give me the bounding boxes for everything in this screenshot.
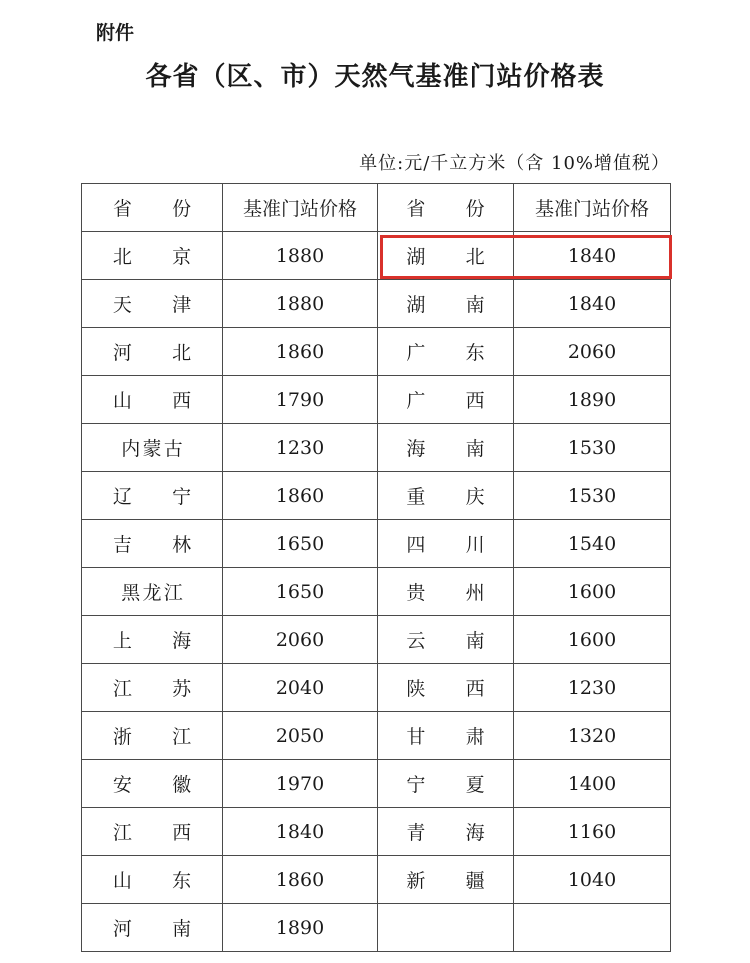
table-row xyxy=(82,808,671,856)
price-left-cell: 1230 xyxy=(223,424,378,472)
province-left-cell: 江 西 xyxy=(82,808,223,856)
province-right-cell: 湖 北 xyxy=(378,232,514,280)
province-left-cell: 浙 江 xyxy=(82,712,223,760)
province-right-cell: 广 西 xyxy=(378,376,514,424)
province-left-cell: 河 南 xyxy=(82,904,223,952)
province-right-cell: 海 南 xyxy=(378,424,514,472)
price-right-cell xyxy=(514,904,671,952)
price-left-cell: 1790 xyxy=(223,376,378,424)
province-left-cell: 河 北 xyxy=(82,328,223,376)
province-right-cell: 新 疆 xyxy=(378,856,514,904)
price-left-cell: 1880 xyxy=(223,280,378,328)
table-row xyxy=(82,568,671,616)
highlight-box xyxy=(380,235,672,279)
province-right-cell: 贵 州 xyxy=(378,568,514,616)
price-right-cell: 1230 xyxy=(514,664,671,712)
table-row xyxy=(82,760,671,808)
header-price-left: 基准门站价格 xyxy=(223,184,378,232)
table-row xyxy=(82,904,671,952)
price-right-cell: 1400 xyxy=(514,760,671,808)
price-left-cell: 1650 xyxy=(223,520,378,568)
province-left-cell: 辽 宁 xyxy=(82,472,223,520)
price-table-body xyxy=(82,184,671,952)
province-left-cell: 安 徽 xyxy=(82,760,223,808)
price-right-cell: 1320 xyxy=(514,712,671,760)
price-left-cell: 1860 xyxy=(223,856,378,904)
province-right-cell xyxy=(378,904,514,952)
province-right-cell: 重 庆 xyxy=(378,472,514,520)
province-left-cell: 天 津 xyxy=(82,280,223,328)
province-left-cell: 吉 林 xyxy=(82,520,223,568)
province-left-cell: 北 京 xyxy=(82,232,223,280)
price-left-cell: 1880 xyxy=(223,232,378,280)
table-row xyxy=(82,280,671,328)
price-right-cell: 1530 xyxy=(514,472,671,520)
province-right-cell: 陕 西 xyxy=(378,664,514,712)
price-left-cell: 1840 xyxy=(223,808,378,856)
header-province-right: 省 份 xyxy=(378,184,514,232)
table-row xyxy=(82,856,671,904)
price-right-cell: 2060 xyxy=(514,328,671,376)
price-left-cell: 2040 xyxy=(223,664,378,712)
price-right-cell: 1540 xyxy=(514,520,671,568)
province-right-cell: 广 东 xyxy=(378,328,514,376)
price-right-cell: 1840 xyxy=(514,232,671,280)
price-right-cell: 1600 xyxy=(514,568,671,616)
price-left-cell: 1650 xyxy=(223,568,378,616)
province-right-cell: 甘 肃 xyxy=(378,712,514,760)
price-left-cell: 2060 xyxy=(223,616,378,664)
province-left-cell: 黑龙江 xyxy=(82,568,223,616)
province-right-cell: 四 川 xyxy=(378,520,514,568)
table-row xyxy=(82,520,671,568)
table-header-row xyxy=(82,184,671,232)
price-right-cell: 1600 xyxy=(514,616,671,664)
province-right-cell: 青 海 xyxy=(378,808,514,856)
price-left-cell: 1890 xyxy=(223,904,378,952)
table-row xyxy=(82,328,671,376)
province-right-cell: 宁 夏 xyxy=(378,760,514,808)
price-left-cell: 1970 xyxy=(223,760,378,808)
price-left-cell: 1860 xyxy=(223,328,378,376)
header-province-left: 省 份 xyxy=(82,184,223,232)
province-left-cell: 上 海 xyxy=(82,616,223,664)
price-right-cell: 1530 xyxy=(514,424,671,472)
price-right-cell: 1040 xyxy=(514,856,671,904)
table-row xyxy=(82,664,671,712)
price-left-cell: 2050 xyxy=(223,712,378,760)
price-right-cell: 1840 xyxy=(514,280,671,328)
province-left-cell: 江 苏 xyxy=(82,664,223,712)
table-row xyxy=(82,424,671,472)
table-row xyxy=(82,472,671,520)
price-table xyxy=(81,183,671,952)
table-row xyxy=(82,616,671,664)
header-price-right: 基准门站价格 xyxy=(514,184,671,232)
table-row xyxy=(82,712,671,760)
unit-note: 单位:元/千立方米（含 10%增值税） xyxy=(359,153,670,174)
attachment-label: 附件 xyxy=(96,22,135,44)
province-left-cell: 内蒙古 xyxy=(82,424,223,472)
price-left-cell: 1860 xyxy=(223,472,378,520)
province-right-cell: 云 南 xyxy=(378,616,514,664)
table-row xyxy=(82,376,671,424)
province-right-cell: 湖 南 xyxy=(378,280,514,328)
price-right-cell: 1890 xyxy=(514,376,671,424)
page-title: 各省（区、市）天然气基准门站价格表 xyxy=(145,62,605,92)
province-left-cell: 山 西 xyxy=(82,376,223,424)
province-left-cell: 山 东 xyxy=(82,856,223,904)
price-right-cell: 1160 xyxy=(514,808,671,856)
